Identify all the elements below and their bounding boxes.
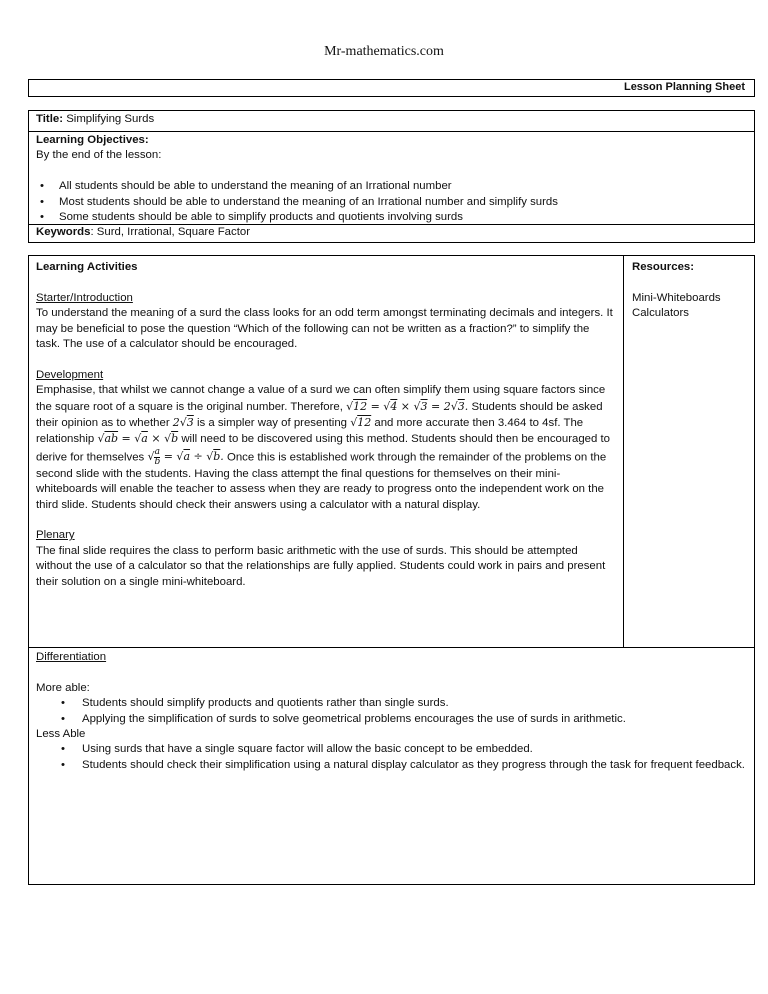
activities-box <box>28 255 755 885</box>
starter-heading: Starter/Introduction <box>36 291 133 304</box>
resource-item: Mini-Whiteboards <box>632 291 721 304</box>
objective-item: • Most students should be able to understand the meaning of an Irrational number and simplify surds <box>36 195 747 210</box>
lesson-title: Simplifying Surds <box>66 113 155 125</box>
differentiation-heading: Differentiation <box>36 651 107 663</box>
plenary-heading: Plenary <box>36 529 75 542</box>
sheet-header-bar <box>28 79 755 97</box>
more-able-label: More able: <box>36 681 90 694</box>
learning-activities-cell <box>29 256 624 647</box>
activities-label: Learning Activities <box>36 261 138 273</box>
objectives-list <box>36 179 747 225</box>
less-able-item: • Using surds that have a single square factor will allow the basic concept to be embedded. <box>36 742 747 757</box>
lesson-info-box <box>28 110 755 243</box>
title-row <box>29 111 754 132</box>
keywords-label: Keywords <box>36 226 91 238</box>
surd-example-expression: √12 = √4 × √3 = 2√3. <box>346 399 469 413</box>
objective-item: • Some students should be able to simplify products and quotients involving surds <box>36 210 747 225</box>
less-able-label: Less Able <box>36 728 86 741</box>
objectives-intro: By the end of the lesson: <box>36 149 162 162</box>
development-heading: Development <box>36 368 104 381</box>
more-able-item: • Applying the simplification of surds to solve geometrical problems encourages the use of surds in arithmetic. <box>36 712 747 727</box>
objectives-label: Learning Objectives: <box>36 134 149 146</box>
sheet-header-title: Lesson Planning Sheet <box>623 81 745 93</box>
less-able-list <box>36 742 747 773</box>
site-header: Mr-mathematics.com <box>324 44 444 59</box>
resource-item: Calculators <box>632 307 689 320</box>
product-rule-expression: √ab = √a × √b <box>97 432 179 446</box>
more-able-item: • Students should simplify products and quotients rather than single surds. <box>36 696 747 711</box>
objectives-section <box>29 132 754 227</box>
resources-label: Resources: <box>632 261 695 273</box>
plenary-text: The final slide requires the class to perform basic arithmetic with the use of surds. This should be attempted without the use of a calculator so that the relationships are fully applied. Students could work in pairs and present their solution on a single mini-whiteboard. <box>36 544 606 588</box>
development-text: Emphasise, that whilst we cannot change a value of a surd we can often simplify them using square factors since the square root of a square is the original number. Therefore, √12 = √4 × √3 = 2√3. Students should be asked their opinion as to whether 2√3 is a simpler way of presenting √12 and more accurate then 3.464 to 4sf. The relationship √ab = √a × √b will need to be discovered using this method. Students should then be encouraged to derive for themselves √ $\frac{a}{b}$ = √a ÷ √b. Once this is established work through the remainder of the problems on the second slide with the students. Having the class attempt the final questions for themselves on their mini-whiteboards will enable the teacher to assess when they are ready to progress onto the independent work on the third slide. Students should check their answers using a calculator with a natural display. <box>36 384 611 511</box>
less-able-item: • Students should check their simplification using a natural display calculator as they progress through the task for frequent feedback. <box>36 758 747 773</box>
title-label: Title: <box>36 113 64 125</box>
quotient-rule-expression: √ $\frac{a}{b}$ = √a ÷ √b. <box>147 446 224 467</box>
more-able-list <box>36 696 747 727</box>
starter-text: To understand the meaning of a surd the class looks for an odd term amongst terminating decimals and integers. It may be beneficial to pose the question “Which of the following can not be written as a fraction?” to simplify the task. The use of a calculator should be encouraged. <box>36 307 613 351</box>
keywords-row <box>29 224 754 242</box>
resources-cell <box>625 256 755 647</box>
keywords-text: : Surd, Irrational, Square Factor <box>90 226 250 238</box>
differentiation-cell <box>29 647 754 884</box>
objective-item: • All students should be able to understand the meaning of an Irrational number <box>36 179 747 194</box>
